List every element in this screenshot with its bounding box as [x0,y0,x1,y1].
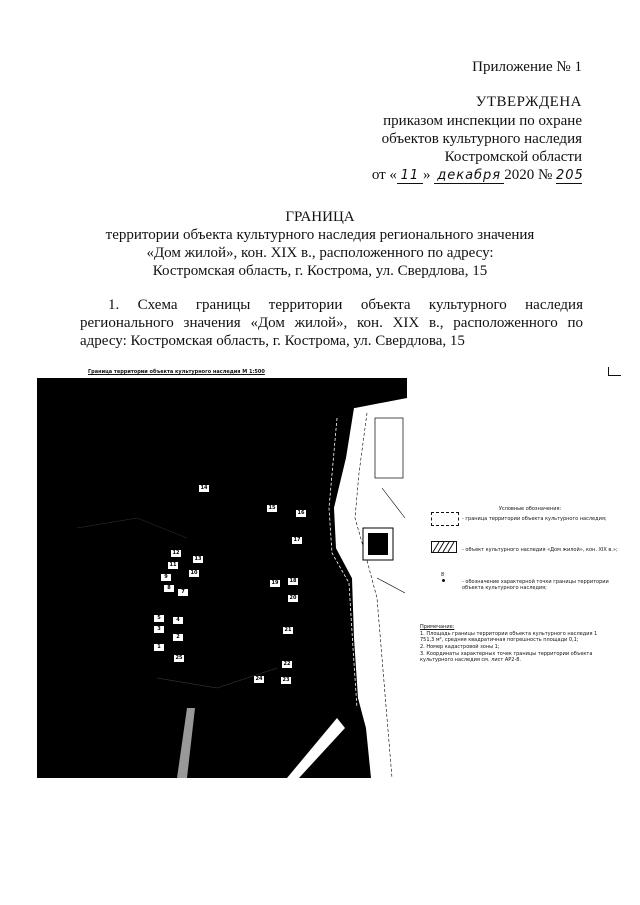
title-line-2: «Дом жилой», кон. XIX в., расположенного по адресу: [146,245,494,261]
legend-point-symbol [431,572,457,586]
map-point-label: 13 [194,556,202,562]
map-point-label: 21 [284,627,292,633]
date-mid: » [422,167,431,183]
date-year: 2020 № [504,167,553,183]
date-prefix: от « [371,167,397,183]
date-month: декабря [434,168,504,184]
road-fragment [287,718,345,778]
document-heading: ГРАНИЦА [285,209,355,225]
date-day: 11 [397,168,423,184]
map-point-label: 20 [289,595,297,601]
approved-label: УТВЕРЖДЕНА [475,94,582,110]
map-point-label: 7 [178,589,188,596]
building-inner [368,533,388,555]
map-point-label: 12 [172,550,180,556]
notes-title: Примечание: [420,624,455,630]
map-point-label: 23 [282,677,290,683]
map-point-label: 9 [161,574,171,581]
map-point-label: 19 [271,580,279,586]
note-3: 3. Координаты характерных точек границы территории объекта культурного наследия см. лист АР2-8. [420,651,593,663]
map-point-label: 18 [289,578,297,584]
point-marker-icon [442,579,445,582]
map-point-label: 10 [190,570,198,576]
note-2: 2. Номер кадастровой зоны 1; [420,644,500,650]
title-line-3: Костромская область, г. Кострома, ул. Свердлова, 15 [152,263,488,279]
legend-object-text: - объект культурного наследия «Дом жилой», кон. XIX в.»; [462,547,618,553]
map-caption: Граница территории объекта культурного наследия М 1:500 [88,369,265,375]
approval-line-2: объектов культурного наследия [381,131,582,147]
approval-line-3: Костромской области [444,149,582,165]
note-1: 1. Площадь границы территории объекта культурного наследия 1 751,3 м², средняя квадратичная погрешность площади 0,1; [420,631,598,643]
map-point-label: 25 [175,655,183,661]
approval-line-1: приказом инспекции по охране [383,113,582,129]
legend-title: Условные обозначения: [498,506,562,512]
corner-mark [608,367,621,376]
map-point-label: 11 [169,562,177,568]
map-point-label: 17 [293,537,301,543]
map-point-label: 16 [297,510,305,516]
title-line-1: территории объекта культурного наследия регионального значения [105,227,535,243]
map-point-label: 2 [173,634,183,641]
road-fragment [177,708,195,778]
legend-object-symbol [431,540,457,552]
legend-boundary-text: - граница территории объекта культурного наследия; [462,516,607,522]
map-point-label: 24 [255,676,263,682]
map-point-label: 3 [154,626,164,633]
section-1-text: 1. Схема границы территории объекта культурного наследия регионального значения «Дом жилой», кон. XIX в., расположенного по адресу: Костромская область, г. Кострома, ул. Свердлова, 15 [80,297,583,349]
boundary-scheme-map [37,378,407,778]
appendix-label: Приложение № 1 [472,59,582,75]
map-point-label: 5 [154,615,164,622]
approval-date-line [282,166,582,184]
contour-line [77,518,187,538]
hatch-icon [431,541,457,553]
map-point-label: 8 [164,585,174,592]
map-drawing [37,378,407,778]
legend-point-number: 8 [441,572,445,578]
map-point-label: 14 [200,485,208,491]
map-point-label: 1 [154,644,164,651]
map-point-label: 4 [173,617,183,624]
legend-point-text: - обозначение характерной точки границы территории объекта культурного наследия; [462,579,609,591]
legend-boundary-symbol [431,512,459,526]
map-point-label: 15 [268,505,276,511]
map-point-label: 22 [283,661,291,667]
date-number: 205 [556,168,584,183]
